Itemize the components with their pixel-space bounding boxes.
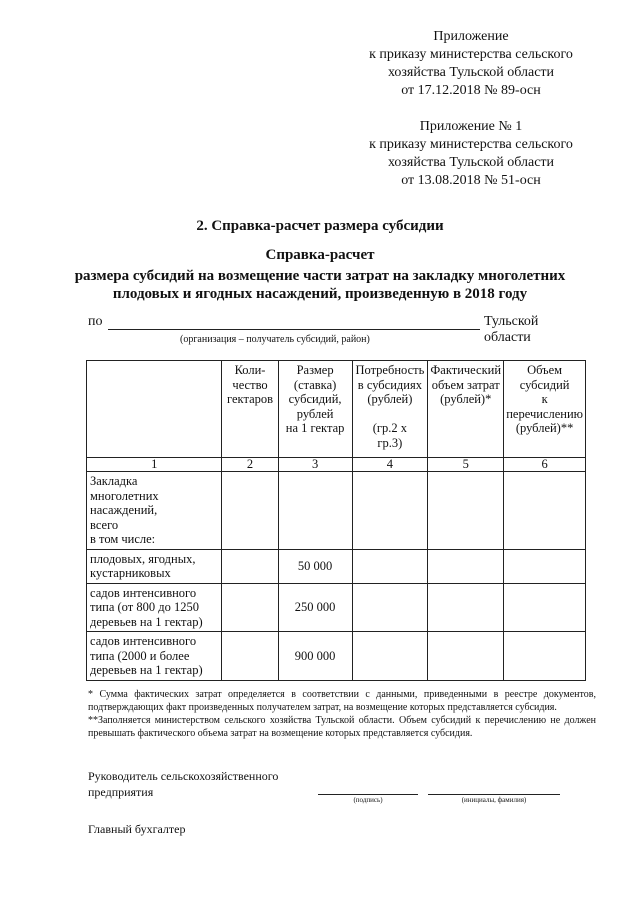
header-text: Потребность в субсидиях (рублей) (гр.2 х гр.3) bbox=[355, 363, 425, 450]
actual-cost-cell[interactable] bbox=[428, 472, 504, 550]
head-title-line: предприятия bbox=[88, 785, 154, 799]
hectares-cell[interactable] bbox=[222, 549, 278, 583]
title-line: размера субсидий на возмещение части затрат на закладку многолетних bbox=[74, 268, 566, 284]
head-signature-label bbox=[88, 768, 278, 800]
row-name: садов интенсивного типа (от 800 до 1250 деревьев на 1 гектар) bbox=[87, 583, 222, 632]
need-cell[interactable] bbox=[352, 632, 428, 681]
hectares-cell[interactable] bbox=[222, 583, 278, 632]
chief-accountant-label: Главный бухгалтер bbox=[88, 822, 186, 836]
title-line: Справка-расчет bbox=[265, 247, 375, 263]
organization-hint: (организация – получатель субсидий, район) bbox=[180, 334, 370, 345]
need-cell[interactable] bbox=[352, 583, 428, 632]
footnote-transfer: **Заполняется министерством сельского хозяйства Тульской области. Объем субсидий к перечислению не должен превышать фактического объема затрат на возмещение которых представляется субсидия. bbox=[88, 715, 596, 739]
header-cell bbox=[504, 361, 586, 458]
header-text: Коли- чество гектаров bbox=[227, 363, 274, 406]
row-name: Закладка многолетних насаждений, всего в том числе: bbox=[87, 472, 222, 550]
table-row bbox=[87, 632, 586, 681]
actual-cost-cell[interactable] bbox=[428, 583, 504, 632]
table-row bbox=[87, 583, 586, 632]
hectares-cell[interactable] bbox=[222, 472, 278, 550]
header-text: Размер (ставка) субсидий, рублей на 1 гектар bbox=[285, 363, 345, 435]
appendix-line: Приложение № 1 bbox=[419, 119, 523, 134]
header-cell bbox=[222, 361, 278, 458]
appendix-block-original bbox=[336, 118, 606, 190]
need-cell[interactable] bbox=[352, 472, 428, 550]
actual-cost-cell[interactable] bbox=[428, 549, 504, 583]
column-number-row bbox=[87, 458, 586, 472]
need-cell[interactable] bbox=[352, 549, 428, 583]
header-cell bbox=[352, 361, 428, 458]
po-prefix: по bbox=[88, 314, 103, 329]
transfer-cell[interactable] bbox=[504, 632, 586, 681]
table-header-row bbox=[87, 361, 586, 458]
transfer-cell[interactable] bbox=[504, 472, 586, 550]
title-line: плодовых и ягодных насаждений, произведенную в 2018 году bbox=[112, 286, 528, 302]
rate-cell: 250 000 bbox=[278, 583, 352, 632]
transfer-cell[interactable] bbox=[504, 549, 586, 583]
row-name: садов интенсивного типа (2000 и более деревьев на 1 гектар) bbox=[87, 632, 222, 681]
region-label: Тульской области bbox=[484, 314, 539, 345]
name-caption: (инициалы, фамилия) bbox=[461, 796, 527, 804]
transfer-cell[interactable] bbox=[504, 583, 586, 632]
calculation-table bbox=[86, 360, 586, 681]
rate-cell bbox=[278, 472, 352, 550]
signature-line[interactable] bbox=[318, 794, 418, 795]
row-name: плодовых, ягодных, кустарниковых bbox=[87, 549, 222, 583]
appendix-line: к приказу министерства сельского bbox=[369, 47, 573, 62]
hectares-cell[interactable] bbox=[222, 632, 278, 681]
column-number: 6 bbox=[504, 458, 586, 472]
organization-fill-line[interactable] bbox=[108, 329, 480, 330]
appendix-line: хозяйства Тульской области bbox=[387, 155, 555, 170]
header-cell bbox=[87, 361, 222, 458]
appendix-line: Приложение bbox=[433, 29, 509, 44]
section-title: 2. Справка-расчет размера субсидии bbox=[196, 218, 444, 234]
table-row bbox=[87, 472, 586, 550]
appendix-line: от 17.12.2018 № 89-осн bbox=[401, 83, 541, 98]
head-title-line: Руководитель сельскохозяйственного bbox=[88, 769, 279, 783]
header-cell bbox=[428, 361, 504, 458]
footnote-actual-cost: * Сумма фактических затрат определяется в соответствии с данными, приведенными в реестре документов, подтверждающих факт произведенных получателем затрат, на возмещение которых представляется субсидия. bbox=[88, 689, 596, 713]
appendix-line: к приказу министерства сельского bbox=[369, 137, 573, 152]
column-number: 3 bbox=[278, 458, 352, 472]
signature-caption: (подпись) bbox=[353, 796, 383, 804]
header-text: Объем субсидий к перечислению (рублей)** bbox=[506, 363, 583, 435]
column-number: 4 bbox=[352, 458, 428, 472]
table-row bbox=[87, 549, 586, 583]
column-number: 2 bbox=[222, 458, 278, 472]
header-cell bbox=[278, 361, 352, 458]
footnotes bbox=[88, 688, 596, 740]
appendix-line: от 13.08.2018 № 51-осн bbox=[401, 173, 541, 188]
header-text: Фактический объем затрат (рублей)* bbox=[430, 363, 502, 406]
actual-cost-cell[interactable] bbox=[428, 632, 504, 681]
appendix-block-current bbox=[336, 28, 606, 100]
column-number: 1 bbox=[87, 458, 222, 472]
document-title bbox=[40, 246, 600, 303]
rate-cell: 900 000 bbox=[278, 632, 352, 681]
appendix-line: хозяйства Тульской области bbox=[387, 65, 555, 80]
name-line[interactable] bbox=[428, 794, 560, 795]
rate-cell: 50 000 bbox=[278, 549, 352, 583]
column-number: 5 bbox=[428, 458, 504, 472]
